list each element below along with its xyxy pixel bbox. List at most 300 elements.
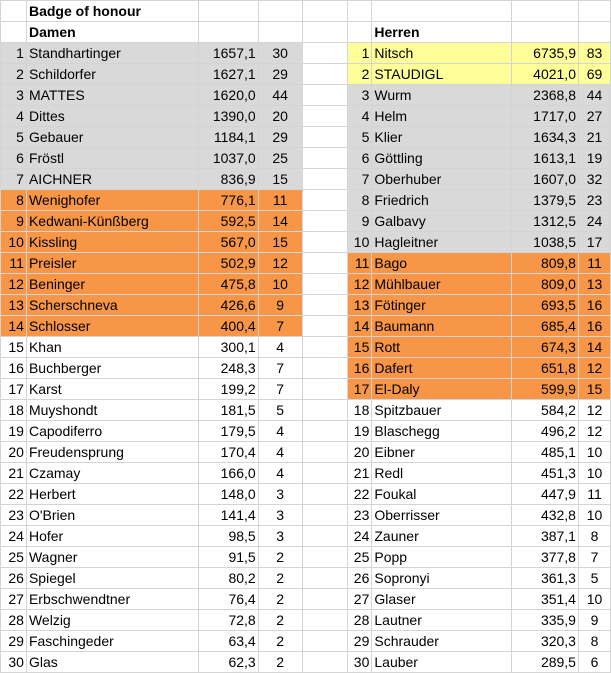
- damen-name[interactable]: Schildorfer: [26, 64, 198, 85]
- cell[interactable]: [512, 22, 579, 43]
- herren-rank[interactable]: 26: [348, 568, 372, 589]
- herren-name[interactable]: Redl: [372, 463, 512, 484]
- damen-rank[interactable]: 14: [1, 316, 27, 337]
- herren-rank[interactable]: 15: [348, 337, 372, 358]
- damen-name[interactable]: Preisler: [26, 253, 198, 274]
- herren-score[interactable]: 651,8: [512, 358, 579, 379]
- cell[interactable]: [198, 1, 258, 22]
- cell[interactable]: [258, 1, 302, 22]
- cell[interactable]: [302, 85, 348, 106]
- herren-rank[interactable]: 3: [348, 85, 372, 106]
- damen-rank[interactable]: 20: [1, 442, 27, 463]
- cell[interactable]: [302, 442, 348, 463]
- damen-score[interactable]: 76,4: [198, 589, 258, 610]
- herren-count[interactable]: 32: [578, 169, 610, 190]
- herren-score[interactable]: 685,4: [512, 316, 579, 337]
- herren-score[interactable]: 496,2: [512, 421, 579, 442]
- cell[interactable]: [302, 1, 348, 22]
- damen-rank[interactable]: 21: [1, 463, 27, 484]
- damen-rank[interactable]: 26: [1, 568, 27, 589]
- herren-name[interactable]: Rott: [372, 337, 512, 358]
- damen-rank[interactable]: 4: [1, 106, 27, 127]
- cell[interactable]: [578, 1, 610, 22]
- herren-rank[interactable]: 30: [348, 652, 372, 673]
- damen-rank[interactable]: 11: [1, 253, 27, 274]
- table-row: [1, 379, 611, 400]
- herren-score[interactable]: 1613,1: [512, 148, 579, 169]
- herren-score[interactable]: 377,8: [512, 547, 579, 568]
- herren-rank[interactable]: 22: [348, 484, 372, 505]
- damen-count[interactable]: 2: [258, 610, 302, 631]
- herren-header[interactable]: Herren: [372, 22, 512, 43]
- table-row: [1, 211, 611, 232]
- herren-score[interactable]: 1634,3: [512, 127, 579, 148]
- damen-score[interactable]: 148,0: [198, 484, 258, 505]
- herren-name[interactable]: STAUDIGL: [372, 64, 512, 85]
- damen-score[interactable]: 80,2: [198, 568, 258, 589]
- herren-score[interactable]: 1312,5: [512, 211, 579, 232]
- table-row: [1, 568, 611, 589]
- herren-name[interactable]: Friedrich: [372, 190, 512, 211]
- damen-name[interactable]: Beninger: [26, 274, 198, 295]
- damen-name[interactable]: Gebauer: [26, 127, 198, 148]
- damen-rank[interactable]: 27: [1, 589, 27, 610]
- herren-name[interactable]: Schrauder: [372, 631, 512, 652]
- cell[interactable]: [302, 169, 348, 190]
- herren-rank[interactable]: 21: [348, 463, 372, 484]
- damen-count[interactable]: 20: [258, 106, 302, 127]
- damen-rank[interactable]: 2: [1, 64, 27, 85]
- cell[interactable]: [302, 526, 348, 547]
- table-row: [1, 295, 611, 316]
- damen-rank[interactable]: 6: [1, 148, 27, 169]
- cell[interactable]: [302, 274, 348, 295]
- herren-rank[interactable]: 2: [348, 64, 372, 85]
- herren-name[interactable]: Eibner: [372, 442, 512, 463]
- herren-count[interactable]: 24: [578, 211, 610, 232]
- damen-rank[interactable]: 16: [1, 358, 27, 379]
- damen-name[interactable]: Fröstl: [26, 148, 198, 169]
- damen-name[interactable]: AICHNER: [26, 169, 198, 190]
- damen-score[interactable]: 1657,1: [198, 43, 258, 64]
- damen-count[interactable]: 30: [258, 43, 302, 64]
- herren-rank[interactable]: 20: [348, 442, 372, 463]
- herren-count[interactable]: 13: [578, 274, 610, 295]
- herren-score[interactable]: 809,8: [512, 253, 579, 274]
- herren-rank[interactable]: 1: [348, 43, 372, 64]
- herren-rank[interactable]: 25: [348, 547, 372, 568]
- herren-count[interactable]: 15: [578, 379, 610, 400]
- herren-score[interactable]: 485,1: [512, 442, 579, 463]
- herren-name[interactable]: Popp: [372, 547, 512, 568]
- herren-name[interactable]: Baumann: [372, 316, 512, 337]
- herren-count[interactable]: 10: [578, 589, 610, 610]
- herren-name[interactable]: Göttling: [372, 148, 512, 169]
- damen-rank[interactable]: 3: [1, 85, 27, 106]
- damen-score[interactable]: 72,8: [198, 610, 258, 631]
- damen-name[interactable]: Hofer: [26, 526, 198, 547]
- damen-score[interactable]: 475,8: [198, 274, 258, 295]
- cell[interactable]: [302, 253, 348, 274]
- damen-score[interactable]: 592,5: [198, 211, 258, 232]
- damen-count[interactable]: 2: [258, 652, 302, 673]
- herren-name[interactable]: El-Daly: [372, 379, 512, 400]
- damen-count[interactable]: 2: [258, 568, 302, 589]
- herren-rank[interactable]: 27: [348, 589, 372, 610]
- damen-count[interactable]: 7: [258, 379, 302, 400]
- damen-score[interactable]: 567,0: [198, 232, 258, 253]
- damen-name[interactable]: Herbert: [26, 484, 198, 505]
- damen-score[interactable]: 181,5: [198, 400, 258, 421]
- damen-score[interactable]: 63,4: [198, 631, 258, 652]
- herren-name[interactable]: Galbavy: [372, 211, 512, 232]
- herren-rank[interactable]: 4: [348, 106, 372, 127]
- damen-rank[interactable]: 18: [1, 400, 27, 421]
- damen-score[interactable]: 400,4: [198, 316, 258, 337]
- herren-rank[interactable]: 11: [348, 253, 372, 274]
- damen-name[interactable]: Welzig: [26, 610, 198, 631]
- herren-count[interactable]: 83: [578, 43, 610, 64]
- damen-count[interactable]: 2: [258, 547, 302, 568]
- cell[interactable]: [302, 421, 348, 442]
- damen-count[interactable]: 29: [258, 127, 302, 148]
- damen-name[interactable]: Wagner: [26, 547, 198, 568]
- cell[interactable]: [302, 379, 348, 400]
- cell[interactable]: [302, 589, 348, 610]
- table-row: [1, 64, 611, 85]
- damen-count[interactable]: 44: [258, 85, 302, 106]
- herren-name[interactable]: Bago: [372, 253, 512, 274]
- damen-rank[interactable]: 10: [1, 232, 27, 253]
- herren-score[interactable]: 1038,5: [512, 232, 579, 253]
- damen-score[interactable]: 836,9: [198, 169, 258, 190]
- herren-score[interactable]: 599,9: [512, 379, 579, 400]
- herren-count[interactable]: 8: [578, 526, 610, 547]
- damen-count[interactable]: 4: [258, 421, 302, 442]
- damen-count[interactable]: 11: [258, 190, 302, 211]
- damen-count[interactable]: 9: [258, 295, 302, 316]
- table-row: [1, 43, 611, 64]
- damen-score[interactable]: 248,3: [198, 358, 258, 379]
- damen-count[interactable]: 3: [258, 526, 302, 547]
- damen-score[interactable]: 300,1: [198, 337, 258, 358]
- damen-count[interactable]: 3: [258, 505, 302, 526]
- herren-count[interactable]: 23: [578, 190, 610, 211]
- damen-score[interactable]: 1184,1: [198, 127, 258, 148]
- cell[interactable]: [348, 1, 372, 22]
- damen-rank[interactable]: 30: [1, 652, 27, 673]
- herren-name[interactable]: Klier: [372, 127, 512, 148]
- cell[interactable]: [302, 652, 348, 673]
- damen-name[interactable]: Kissling: [26, 232, 198, 253]
- herren-rank[interactable]: 7: [348, 169, 372, 190]
- herren-score[interactable]: 361,3: [512, 568, 579, 589]
- table-row: [1, 127, 611, 148]
- cell[interactable]: [302, 505, 348, 526]
- damen-rank[interactable]: 1: [1, 43, 27, 64]
- damen-count[interactable]: 7: [258, 358, 302, 379]
- cell[interactable]: [302, 610, 348, 631]
- herren-count[interactable]: 10: [578, 442, 610, 463]
- herren-rank[interactable]: 19: [348, 421, 372, 442]
- herren-score[interactable]: 809,0: [512, 274, 579, 295]
- damen-name[interactable]: Spiegel: [26, 568, 198, 589]
- herren-rank[interactable]: 23: [348, 505, 372, 526]
- herren-name[interactable]: Hagleitner: [372, 232, 512, 253]
- herren-score[interactable]: 320,3: [512, 631, 579, 652]
- herren-score[interactable]: 693,5: [512, 295, 579, 316]
- herren-name[interactable]: Nitsch: [372, 43, 512, 64]
- damen-count[interactable]: 12: [258, 253, 302, 274]
- damen-count[interactable]: 29: [258, 64, 302, 85]
- cell[interactable]: [302, 148, 348, 169]
- herren-score[interactable]: 1379,5: [512, 190, 579, 211]
- cell[interactable]: [348, 22, 372, 43]
- herren-count[interactable]: 11: [578, 484, 610, 505]
- herren-rank[interactable]: 6: [348, 148, 372, 169]
- herren-count[interactable]: 11: [578, 253, 610, 274]
- herren-score[interactable]: 584,2: [512, 400, 579, 421]
- damen-name[interactable]: Kedwani-Künßberg: [26, 211, 198, 232]
- damen-rank[interactable]: 12: [1, 274, 27, 295]
- damen-name[interactable]: Muyshondt: [26, 400, 198, 421]
- damen-rank[interactable]: 29: [1, 631, 27, 652]
- herren-name[interactable]: Oberrisser: [372, 505, 512, 526]
- herren-count[interactable]: 12: [578, 358, 610, 379]
- damen-count[interactable]: 2: [258, 589, 302, 610]
- damen-name[interactable]: Khan: [26, 337, 198, 358]
- table-row: [1, 337, 611, 358]
- herren-rank[interactable]: 14: [348, 316, 372, 337]
- damen-count[interactable]: 3: [258, 484, 302, 505]
- damen-count[interactable]: 15: [258, 232, 302, 253]
- cell[interactable]: [302, 463, 348, 484]
- herren-name[interactable]: Spitzbauer: [372, 400, 512, 421]
- damen-score[interactable]: 170,4: [198, 442, 258, 463]
- damen-score[interactable]: 502,9: [198, 253, 258, 274]
- damen-rank[interactable]: 25: [1, 547, 27, 568]
- herren-name[interactable]: Lautner: [372, 610, 512, 631]
- title-row: [1, 1, 611, 22]
- damen-name[interactable]: Faschingeder: [26, 631, 198, 652]
- cell[interactable]: [302, 316, 348, 337]
- herren-name[interactable]: Mühlbauer: [372, 274, 512, 295]
- sheet-title[interactable]: Badge of honour: [26, 1, 198, 22]
- cell[interactable]: [372, 1, 512, 22]
- herren-count[interactable]: 6: [578, 652, 610, 673]
- herren-count[interactable]: 44: [578, 85, 610, 106]
- damen-name[interactable]: Glas: [26, 652, 198, 673]
- cell[interactable]: [302, 547, 348, 568]
- damen-rank[interactable]: 7: [1, 169, 27, 190]
- herren-score[interactable]: 451,3: [512, 463, 579, 484]
- herren-score[interactable]: 387,1: [512, 526, 579, 547]
- cell[interactable]: [302, 337, 348, 358]
- damen-rank[interactable]: 28: [1, 610, 27, 631]
- cell[interactable]: [302, 64, 348, 85]
- herren-count[interactable]: 12: [578, 400, 610, 421]
- damen-count[interactable]: 7: [258, 316, 302, 337]
- cell[interactable]: [302, 568, 348, 589]
- cell[interactable]: [302, 106, 348, 127]
- cell[interactable]: [302, 358, 348, 379]
- cell[interactable]: [302, 295, 348, 316]
- herren-count[interactable]: 14: [578, 337, 610, 358]
- herren-name[interactable]: Blaschegg: [372, 421, 512, 442]
- damen-rank[interactable]: 19: [1, 421, 27, 442]
- damen-rank[interactable]: 17: [1, 379, 27, 400]
- herren-count[interactable]: 10: [578, 505, 610, 526]
- damen-score[interactable]: 91,5: [198, 547, 258, 568]
- damen-name[interactable]: Freudensprung: [26, 442, 198, 463]
- herren-rank[interactable]: 9: [348, 211, 372, 232]
- damen-count[interactable]: 10: [258, 274, 302, 295]
- damen-rank[interactable]: 24: [1, 526, 27, 547]
- damen-count[interactable]: 15: [258, 169, 302, 190]
- herren-score[interactable]: 447,9: [512, 484, 579, 505]
- herren-rank[interactable]: 13: [348, 295, 372, 316]
- damen-count[interactable]: 4: [258, 337, 302, 358]
- herren-score[interactable]: 351,4: [512, 589, 579, 610]
- herren-score[interactable]: 4021,0: [512, 64, 579, 85]
- herren-score[interactable]: 1717,0: [512, 106, 579, 127]
- cell[interactable]: [302, 232, 348, 253]
- herren-name[interactable]: Glaser: [372, 589, 512, 610]
- damen-name[interactable]: Dittes: [26, 106, 198, 127]
- cell[interactable]: [302, 211, 348, 232]
- herren-count[interactable]: 10: [578, 463, 610, 484]
- herren-name[interactable]: Zauner: [372, 526, 512, 547]
- damen-score[interactable]: 141,4: [198, 505, 258, 526]
- damen-count[interactable]: 2: [258, 631, 302, 652]
- damen-count[interactable]: 4: [258, 442, 302, 463]
- damen-header[interactable]: Damen: [26, 22, 198, 43]
- damen-score[interactable]: 776,1: [198, 190, 258, 211]
- damen-score[interactable]: 62,3: [198, 652, 258, 673]
- damen-name[interactable]: Scherschneva: [26, 295, 198, 316]
- cell[interactable]: [302, 43, 348, 64]
- herren-name[interactable]: Sopronyi: [372, 568, 512, 589]
- herren-name[interactable]: Wurm: [372, 85, 512, 106]
- cell[interactable]: [1, 1, 27, 22]
- damen-rank[interactable]: 5: [1, 127, 27, 148]
- cell[interactable]: [512, 1, 579, 22]
- herren-count[interactable]: 21: [578, 127, 610, 148]
- damen-name[interactable]: Standhartinger: [26, 43, 198, 64]
- damen-score[interactable]: 1037,0: [198, 148, 258, 169]
- cell[interactable]: [302, 190, 348, 211]
- herren-count[interactable]: 7: [578, 547, 610, 568]
- damen-count[interactable]: 4: [258, 463, 302, 484]
- herren-rank[interactable]: 17: [348, 379, 372, 400]
- herren-count[interactable]: 27: [578, 106, 610, 127]
- damen-name[interactable]: Erbschwendtner: [26, 589, 198, 610]
- herren-score[interactable]: 335,9: [512, 610, 579, 631]
- herren-score[interactable]: 1607,0: [512, 169, 579, 190]
- table-row: [1, 169, 611, 190]
- damen-name[interactable]: Karst: [26, 379, 198, 400]
- herren-rank[interactable]: 8: [348, 190, 372, 211]
- herren-count[interactable]: 16: [578, 295, 610, 316]
- cell[interactable]: [1, 22, 27, 43]
- damen-rank[interactable]: 9: [1, 211, 27, 232]
- damen-name[interactable]: Czamay: [26, 463, 198, 484]
- herren-name[interactable]: Helm: [372, 106, 512, 127]
- damen-name[interactable]: Schlosser: [26, 316, 198, 337]
- cell[interactable]: [198, 22, 258, 43]
- herren-score[interactable]: 674,3: [512, 337, 579, 358]
- cell[interactable]: [258, 22, 302, 43]
- damen-score[interactable]: 199,2: [198, 379, 258, 400]
- herren-rank[interactable]: 28: [348, 610, 372, 631]
- herren-count[interactable]: 16: [578, 316, 610, 337]
- damen-score[interactable]: 98,5: [198, 526, 258, 547]
- herren-count[interactable]: 17: [578, 232, 610, 253]
- herren-name[interactable]: Dafert: [372, 358, 512, 379]
- herren-name[interactable]: Oberhuber: [372, 169, 512, 190]
- herren-rank[interactable]: 24: [348, 526, 372, 547]
- herren-rank[interactable]: 12: [348, 274, 372, 295]
- damen-name[interactable]: Wenighofer: [26, 190, 198, 211]
- cell[interactable]: [302, 484, 348, 505]
- table-row: [1, 148, 611, 169]
- damen-count[interactable]: 5: [258, 400, 302, 421]
- herren-count[interactable]: 8: [578, 631, 610, 652]
- damen-score[interactable]: 1620,0: [198, 85, 258, 106]
- cell[interactable]: [302, 22, 348, 43]
- herren-name[interactable]: Foukal: [372, 484, 512, 505]
- damen-name[interactable]: O'Brien: [26, 505, 198, 526]
- cell[interactable]: [578, 22, 610, 43]
- damen-name[interactable]: Buchberger: [26, 358, 198, 379]
- herren-rank[interactable]: 18: [348, 400, 372, 421]
- herren-score[interactable]: 2368,8: [512, 85, 579, 106]
- damen-rank[interactable]: 23: [1, 505, 27, 526]
- damen-score[interactable]: 1627,1: [198, 64, 258, 85]
- damen-score[interactable]: 179,5: [198, 421, 258, 442]
- damen-rank[interactable]: 8: [1, 190, 27, 211]
- damen-score[interactable]: 1390,0: [198, 106, 258, 127]
- herren-rank[interactable]: 5: [348, 127, 372, 148]
- herren-rank[interactable]: 10: [348, 232, 372, 253]
- herren-count[interactable]: 5: [578, 568, 610, 589]
- herren-rank[interactable]: 16: [348, 358, 372, 379]
- damen-count[interactable]: 25: [258, 148, 302, 169]
- damen-count[interactable]: 14: [258, 211, 302, 232]
- herren-score[interactable]: 6735,9: [512, 43, 579, 64]
- damen-score[interactable]: 166,0: [198, 463, 258, 484]
- herren-count[interactable]: 69: [578, 64, 610, 85]
- damen-name[interactable]: Capodiferro: [26, 421, 198, 442]
- cell[interactable]: [302, 631, 348, 652]
- damen-rank[interactable]: 13: [1, 295, 27, 316]
- table-row: [1, 316, 611, 337]
- herren-name[interactable]: Lauber: [372, 652, 512, 673]
- herren-count[interactable]: 19: [578, 148, 610, 169]
- herren-score[interactable]: 432,8: [512, 505, 579, 526]
- herren-score[interactable]: 289,5: [512, 652, 579, 673]
- herren-name[interactable]: Fötinger: [372, 295, 512, 316]
- cell[interactable]: [302, 400, 348, 421]
- damen-rank[interactable]: 15: [1, 337, 27, 358]
- damen-rank[interactable]: 22: [1, 484, 27, 505]
- damen-score[interactable]: 426,6: [198, 295, 258, 316]
- herren-count[interactable]: 9: [578, 610, 610, 631]
- damen-name[interactable]: MATTES: [26, 85, 198, 106]
- cell[interactable]: [302, 127, 348, 148]
- herren-count[interactable]: 12: [578, 421, 610, 442]
- herren-rank[interactable]: 29: [348, 631, 372, 652]
